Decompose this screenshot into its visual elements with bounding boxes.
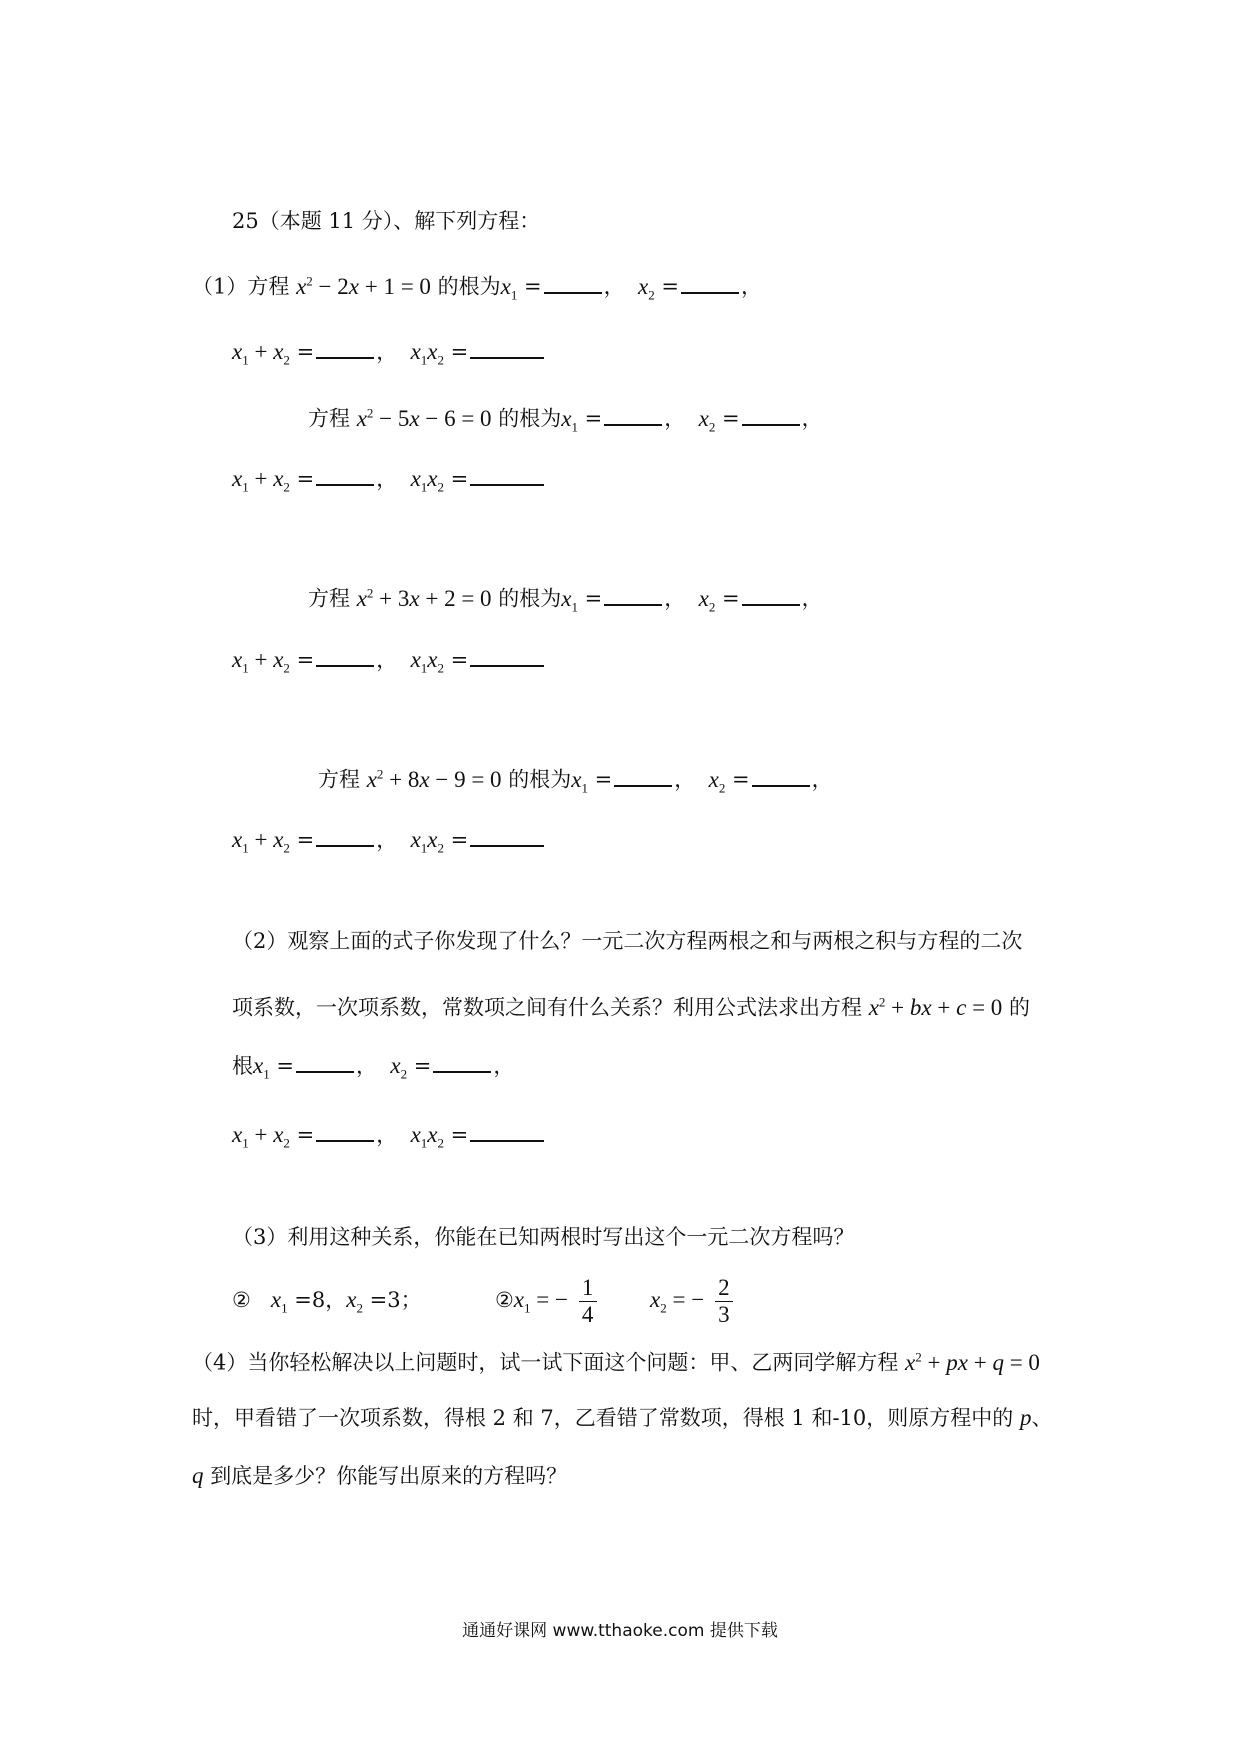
q-symbol: q (192, 1463, 204, 1488)
equation-3: $x^2 + 3x + 2 = 0$ (356, 585, 492, 611)
equation-line-1: （1）方程 $x^2 - 2x + 1 = 0$ 的根为$x_1$ = ， $x_2$ = ， (192, 266, 762, 310)
general-equation: $x^2$ + bx + c = 0 (868, 994, 1003, 1020)
answer-blank[interactable] (470, 1118, 544, 1142)
part4-line-2 (192, 1403, 1052, 1433)
part2-line-2 (232, 987, 1030, 1023)
sum-label: $x_1 + x_2$ (232, 827, 290, 856)
product-label: $x_1x_2$ (410, 647, 444, 676)
answer-blank[interactable] (296, 1049, 354, 1073)
answer-blank[interactable] (604, 402, 662, 426)
comma: 、 (1031, 1406, 1053, 1430)
answer-blank[interactable] (433, 1049, 491, 1073)
x2-label: $x_2$ (708, 766, 726, 796)
x2-label: $x_2$ (698, 405, 716, 435)
root-text: 的根为 (508, 767, 572, 792)
part4-text-1: （4）当你轻松解决以上问题时，试一试下面这个问题：甲、乙两同学解方程 (192, 1350, 899, 1375)
item-marker-2: ② (494, 1288, 514, 1312)
equation-line-3: 方程 $x^2 + 3x + 2 = 0$ 的根为$x_1$ = ， $x_2$ = ， (308, 578, 823, 622)
root-text: 的根为 (437, 274, 501, 299)
answer-blank[interactable] (742, 582, 800, 606)
part2-text-2: 项系数，一次项系数，常数项之间有什么关系？利用公式法求出方程 (232, 995, 862, 1020)
part4-line-1 (192, 1342, 1040, 1378)
x2-label: $x_2$ (698, 585, 716, 615)
x1-label: $x_1$ (500, 273, 518, 303)
sum-label: $x_1 + x_2$ (232, 1122, 290, 1151)
x1-label: $x_1$ (561, 585, 578, 615)
sum-product-line-2: $x_1 + x_2$ = ， $x_1x_2$ = (232, 462, 546, 503)
product-label: $x_1x_2$ (410, 466, 444, 495)
product-label: $x_1x_2$ (410, 1122, 444, 1151)
equation-line-2: 方程 $x^2 - 5x - 6 = 0$ 的根为$x_1$ = ， $x_2$ = ， (308, 398, 823, 442)
x2-label: $x_2$ (637, 273, 655, 303)
pq-equation: $x^2$ + px + q = 0 (905, 1349, 1040, 1375)
answer-blank[interactable] (316, 823, 374, 847)
answer-blank[interactable] (470, 335, 544, 359)
answer-blank[interactable] (681, 270, 739, 294)
item-marker-1: ② (232, 1288, 251, 1312)
frac2-den: 3 (718, 1302, 730, 1327)
root-text: 的根为 (498, 586, 562, 611)
frac1-num: 1 (581, 1275, 594, 1300)
sum-product-line-1: $x_1 + x_2$ = ， $x_1x_2$ = (232, 335, 546, 376)
prefix: 方程 (308, 586, 350, 611)
fraction-2 (715, 1275, 733, 1328)
sum-label: $x_1 + x_2$ (232, 647, 290, 676)
x2-label: $x_2$ (390, 1053, 408, 1082)
question-header (232, 206, 540, 236)
part2-text-1: （2）观察上面的式子你发现了什么？一元二次方程两根之和与两根之积与方程的二次 (232, 929, 1023, 953)
part2-text-3: 的 (1008, 995, 1030, 1020)
sum-product-line-5: $x_1 + x_2$ = ， $x_1x_2$ = (232, 1118, 546, 1159)
part3-items: ② $x_1 =8$，$x_2 =3$； $②x_1$ = − $\frac{1}{4}$ $x_2$ = − $\frac{2}{3}$ (232, 1270, 737, 1334)
x1-label: $x_1$ (561, 405, 578, 435)
prefix: 方程 (318, 767, 360, 792)
part4-text-3: 到底是多少？你能写出原来的方程吗？ (210, 1464, 568, 1488)
part3-text: （3）利用这种关系，你能在已知两根时写出这个一元二次方程吗？ (232, 1225, 855, 1249)
sum-label: $x_1 + x_2$ (232, 466, 290, 495)
sum-label: $x_1 + x_2$ (232, 339, 290, 368)
answer-blank[interactable] (316, 335, 374, 359)
root-text: 的根为 (498, 406, 562, 431)
sum-product-line-4: $x_1 + x_2$ = ， $x_1x_2$ = (232, 823, 546, 864)
answer-blank[interactable] (316, 1118, 374, 1142)
answer-blank[interactable] (470, 643, 544, 667)
fraction-1 (579, 1275, 597, 1328)
equation-4: $x^2 + 8x - 9 = 0$ (366, 766, 502, 792)
x1-label: $x_1$ (571, 766, 588, 796)
answer-blank[interactable] (752, 763, 810, 787)
answer-blank[interactable] (544, 270, 602, 294)
part2-text-4: 根 (232, 1054, 253, 1078)
frac1-den: 4 (581, 1302, 594, 1327)
equation-line-4: 方程 $x^2 + 8x - 9 = 0$ 的根为$x_1$ = ， $x_2$ = ， (318, 759, 833, 803)
answer-blank[interactable] (316, 462, 374, 486)
product-label: $x_1x_2$ (410, 827, 444, 856)
item2-x1: $x_1$ (513, 1287, 531, 1316)
answer-blank[interactable] (614, 763, 672, 787)
part4-text-2: 时，甲看错了一次项系数，得根 2 和 7，乙看错了常数项，得根 1 和-10，则原方程中的 (192, 1406, 1014, 1430)
part4-line-3 (192, 1461, 567, 1491)
equation-1: $x^2 - 2x + 1 = 0$ (296, 273, 431, 299)
prefix: 方程 (308, 406, 350, 431)
part2-line-3: 根$x_1$ = ， $x_2$ = ， (232, 1049, 514, 1090)
answer-blank[interactable] (604, 582, 662, 606)
answer-blank[interactable] (470, 823, 544, 847)
p-symbol: p (1019, 1405, 1032, 1430)
frac2-num: 2 (718, 1275, 730, 1300)
footer-text: 通通好课网 www.tthaoke.com 提供下载 (462, 1621, 778, 1641)
answer-blank[interactable] (742, 402, 800, 426)
part2-line-1 (232, 926, 1022, 956)
item1-roots: $x_1$ (270, 1287, 288, 1316)
equation-2: $x^2 - 5x - 6 = 0$ (356, 405, 492, 431)
item2-x2: $x_2$ (650, 1287, 667, 1316)
footer (0, 1616, 1240, 1641)
product-label: $x_1x_2$ (410, 339, 444, 368)
header-text: 25（本题 11 分）、解下列方程： (232, 209, 541, 233)
sum-product-line-3: $x_1 + x_2$ = ， $x_1x_2$ = (232, 643, 546, 684)
item1-x2: $x_2$ (346, 1287, 363, 1316)
part1-label: （1）方程 (192, 274, 290, 299)
answer-blank[interactable] (316, 643, 374, 667)
part3-question (232, 1222, 854, 1252)
x1-label: $x_1$ (253, 1053, 270, 1082)
answer-blank[interactable] (470, 462, 544, 486)
